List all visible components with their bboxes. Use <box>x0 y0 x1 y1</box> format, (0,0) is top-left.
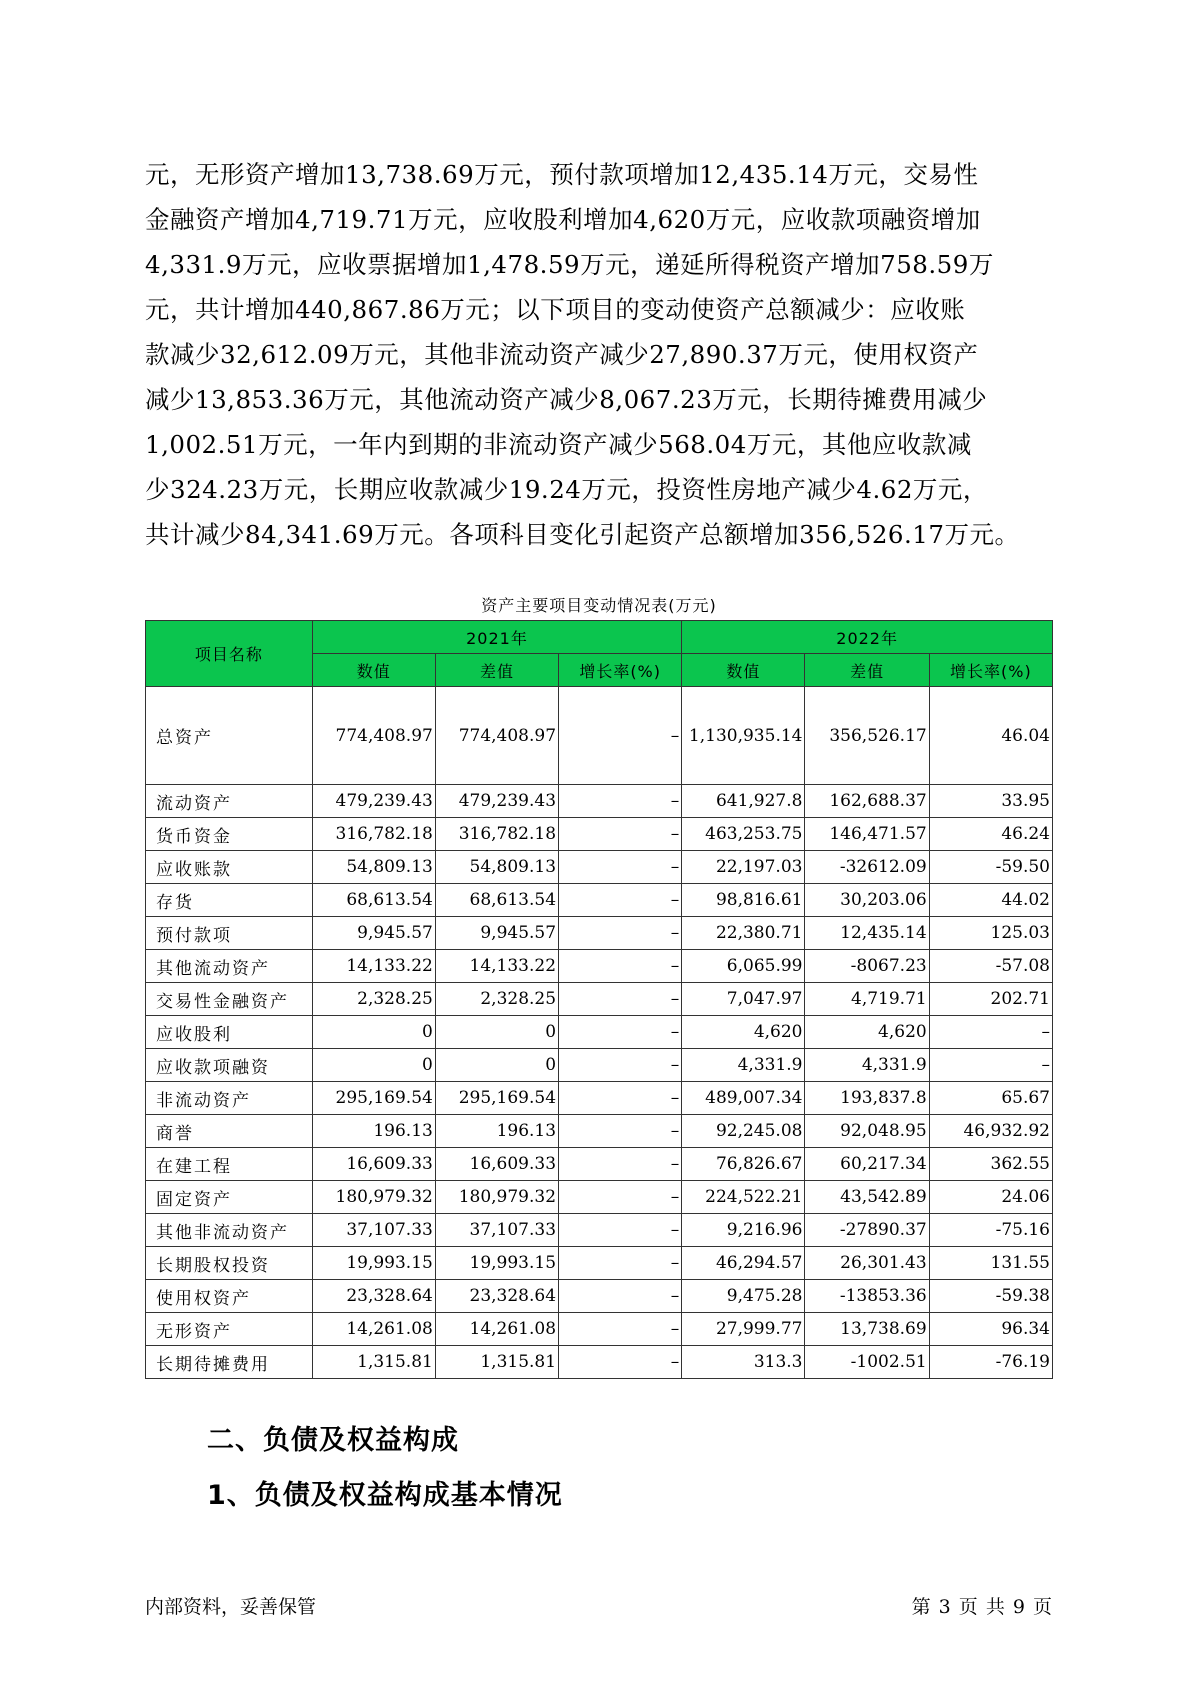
cell-growth-2022: 24.06 <box>929 1181 1052 1214</box>
cell-diff-2022: 43,542.89 <box>805 1181 929 1214</box>
row-item-name: 流动资产 <box>146 785 313 818</box>
cell-growth-2021: – <box>559 1049 682 1082</box>
cell-diff-2021: 16,609.33 <box>435 1148 558 1181</box>
cell-value-2022: 46,294.57 <box>682 1247 805 1280</box>
table-row <box>146 1247 1053 1280</box>
cell-growth-2022: -75.16 <box>929 1214 1052 1247</box>
cell-value-2022: 313.3 <box>682 1346 805 1379</box>
cell-value-2022: 224,522.21 <box>682 1181 805 1214</box>
cell-value-2022: 98,816.61 <box>682 884 805 917</box>
cell-growth-2021: – <box>559 1247 682 1280</box>
cell-diff-2021: 2,328.25 <box>435 983 558 1016</box>
table-row <box>146 884 1053 917</box>
header-value-2021: 数值 <box>312 654 435 687</box>
header-growth-2021: 增长率(%) <box>559 654 682 687</box>
row-item-name: 存货 <box>146 884 313 917</box>
cell-growth-2022: 131.55 <box>929 1247 1052 1280</box>
table-row <box>146 687 1053 785</box>
cell-growth-2022: 125.03 <box>929 917 1052 950</box>
cell-value-2022: 4,331.9 <box>682 1049 805 1082</box>
cell-value-2022: 9,475.28 <box>682 1280 805 1313</box>
cell-value-2022: 463,253.75 <box>682 818 805 851</box>
table-row <box>146 1082 1053 1115</box>
table-row <box>146 1181 1053 1214</box>
cell-diff-2022: -32612.09 <box>805 851 929 884</box>
cell-diff-2021: 196.13 <box>435 1115 558 1148</box>
cell-diff-2022: 26,301.43 <box>805 1247 929 1280</box>
cell-diff-2021: 479,239.43 <box>435 785 558 818</box>
cell-value-2021: 9,945.57 <box>312 917 435 950</box>
table-row <box>146 1346 1053 1379</box>
cell-value-2021: 0 <box>312 1049 435 1082</box>
cell-growth-2022: 202.71 <box>929 983 1052 1016</box>
cell-growth-2022: – <box>929 1016 1052 1049</box>
cell-growth-2022: 96.34 <box>929 1313 1052 1346</box>
table-row <box>146 785 1053 818</box>
cell-growth-2022: 65.67 <box>929 1082 1052 1115</box>
row-item-name: 总资产 <box>146 687 313 785</box>
cell-growth-2021: – <box>559 1313 682 1346</box>
cell-diff-2022: 356,526.17 <box>805 687 929 785</box>
row-item-name: 交易性金融资产 <box>146 983 313 1016</box>
paragraph-line: 金融资产增加4,719.71万元，应收股利增加4,620万元，应收款项融资增加 <box>145 205 981 234</box>
cell-diff-2021: 14,133.22 <box>435 950 558 983</box>
table-row <box>146 950 1053 983</box>
row-item-name: 无形资产 <box>146 1313 313 1346</box>
cell-diff-2021: 68,613.54 <box>435 884 558 917</box>
cell-value-2021: 0 <box>312 1016 435 1049</box>
paragraph-line: 共计减少84,341.69万元。各项科目变化引起资产总额增加356,526.17万元。 <box>145 520 1020 549</box>
cell-growth-2022: -59.38 <box>929 1280 1052 1313</box>
cell-value-2022: 6,065.99 <box>682 950 805 983</box>
cell-value-2022: 4,620 <box>682 1016 805 1049</box>
paragraph-line: 减少13,853.36万元，其他流动资产减少8,067.23万元，长期待摊费用减少 <box>145 385 988 414</box>
cell-diff-2022: 146,471.57 <box>805 818 929 851</box>
analysis-paragraph <box>145 152 1053 557</box>
cell-growth-2022: -76.19 <box>929 1346 1052 1379</box>
cell-diff-2021: 0 <box>435 1049 558 1082</box>
cell-diff-2022: 92,048.95 <box>805 1115 929 1148</box>
cell-diff-2022: 162,688.37 <box>805 785 929 818</box>
table-row <box>146 1115 1053 1148</box>
header-year-2021: 2021年 <box>312 621 682 654</box>
cell-value-2022: 489,007.34 <box>682 1082 805 1115</box>
asset-change-table <box>145 620 1053 1379</box>
cell-diff-2021: 316,782.18 <box>435 818 558 851</box>
cell-value-2021: 16,609.33 <box>312 1148 435 1181</box>
cell-growth-2021: – <box>559 785 682 818</box>
cell-growth-2022: -57.08 <box>929 950 1052 983</box>
cell-diff-2022: -1002.51 <box>805 1346 929 1379</box>
cell-diff-2021: 0 <box>435 1016 558 1049</box>
section-heading: 二、负债及权益构成 <box>207 1425 459 1456</box>
cell-value-2021: 37,107.33 <box>312 1214 435 1247</box>
cell-diff-2022: 13,738.69 <box>805 1313 929 1346</box>
cell-diff-2021: 1,315.81 <box>435 1346 558 1379</box>
cell-growth-2021: – <box>559 1082 682 1115</box>
cell-value-2022: 1,130,935.14 <box>682 687 805 785</box>
cell-growth-2022: 33.95 <box>929 785 1052 818</box>
row-item-name: 应收账款 <box>146 851 313 884</box>
cell-growth-2021: – <box>559 818 682 851</box>
cell-growth-2022: – <box>929 1049 1052 1082</box>
cell-growth-2021: – <box>559 917 682 950</box>
cell-diff-2021: 14,261.08 <box>435 1313 558 1346</box>
row-item-name: 其他非流动资产 <box>146 1214 313 1247</box>
cell-diff-2021: 180,979.32 <box>435 1181 558 1214</box>
cell-value-2022: 641,927.8 <box>682 785 805 818</box>
row-item-name: 应收股利 <box>146 1016 313 1049</box>
cell-value-2022: 9,216.96 <box>682 1214 805 1247</box>
table-row <box>146 1016 1053 1049</box>
cell-growth-2021: – <box>559 1214 682 1247</box>
cell-diff-2021: 54,809.13 <box>435 851 558 884</box>
table-row <box>146 818 1053 851</box>
table-body <box>146 687 1053 1379</box>
row-item-name: 其他流动资产 <box>146 950 313 983</box>
cell-diff-2021: 37,107.33 <box>435 1214 558 1247</box>
cell-value-2022: 27,999.77 <box>682 1313 805 1346</box>
header-diff-2021: 差值 <box>435 654 558 687</box>
header-year-2022: 2022年 <box>682 621 1053 654</box>
row-item-name: 货币资金 <box>146 818 313 851</box>
row-item-name: 预付款项 <box>146 917 313 950</box>
cell-growth-2021: – <box>559 1346 682 1379</box>
cell-growth-2021: – <box>559 1181 682 1214</box>
paragraph-line: 4,331.9万元，应收票据增加1,478.59万元，递延所得税资产增加758.59万 <box>145 250 994 279</box>
cell-diff-2022: 30,203.06 <box>805 884 929 917</box>
cell-growth-2021: – <box>559 1016 682 1049</box>
cell-growth-2021: – <box>559 950 682 983</box>
cell-value-2022: 7,047.97 <box>682 983 805 1016</box>
cell-value-2021: 2,328.25 <box>312 983 435 1016</box>
cell-diff-2021: 295,169.54 <box>435 1082 558 1115</box>
subsection-heading: 1、负债及权益构成基本情况 <box>207 1480 563 1511</box>
cell-diff-2022: 60,217.34 <box>805 1148 929 1181</box>
paragraph-line: 少324.23万元，长期应收款减少19.24万元，投资性房地产减少4.62万元， <box>145 475 988 504</box>
cell-growth-2021: – <box>559 1115 682 1148</box>
cell-growth-2021: – <box>559 851 682 884</box>
cell-growth-2021: – <box>559 884 682 917</box>
cell-value-2021: 1,315.81 <box>312 1346 435 1379</box>
cell-value-2021: 14,133.22 <box>312 950 435 983</box>
cell-diff-2021: 774,408.97 <box>435 687 558 785</box>
cell-value-2021: 180,979.32 <box>312 1181 435 1214</box>
cell-diff-2022: -8067.23 <box>805 950 929 983</box>
cell-diff-2022: 12,435.14 <box>805 917 929 950</box>
cell-growth-2021: – <box>559 1148 682 1181</box>
row-item-name: 长期待摊费用 <box>146 1346 313 1379</box>
cell-value-2021: 774,408.97 <box>312 687 435 785</box>
table-row <box>146 983 1053 1016</box>
paragraph-line: 元，共计增加440,867.86万元；以下项目的变动使资产总额减少：应收账 <box>145 295 966 324</box>
row-item-name: 长期股权投资 <box>146 1247 313 1280</box>
header-item-name: 项目名称 <box>146 621 313 687</box>
table-row <box>146 1280 1053 1313</box>
cell-value-2022: 92,245.08 <box>682 1115 805 1148</box>
cell-value-2021: 54,809.13 <box>312 851 435 884</box>
cell-value-2021: 316,782.18 <box>312 818 435 851</box>
cell-value-2021: 295,169.54 <box>312 1082 435 1115</box>
cell-value-2022: 22,380.71 <box>682 917 805 950</box>
row-item-name: 商誉 <box>146 1115 313 1148</box>
cell-growth-2022: 46.04 <box>929 687 1052 785</box>
cell-value-2021: 68,613.54 <box>312 884 435 917</box>
cell-growth-2021: – <box>559 983 682 1016</box>
cell-growth-2021: – <box>559 687 682 785</box>
cell-value-2021: 14,261.08 <box>312 1313 435 1346</box>
table-row <box>146 1214 1053 1247</box>
cell-value-2021: 19,993.15 <box>312 1247 435 1280</box>
cell-diff-2021: 19,993.15 <box>435 1247 558 1280</box>
table-row <box>146 851 1053 884</box>
cell-growth-2022: 46.24 <box>929 818 1052 851</box>
row-item-name: 固定资产 <box>146 1181 313 1214</box>
cell-diff-2022: -27890.37 <box>805 1214 929 1247</box>
header-value-2022: 数值 <box>682 654 805 687</box>
cell-growth-2022: -59.50 <box>929 851 1052 884</box>
cell-value-2022: 22,197.03 <box>682 851 805 884</box>
cell-diff-2022: 193,837.8 <box>805 1082 929 1115</box>
table-row <box>146 917 1053 950</box>
cell-growth-2022: 362.55 <box>929 1148 1052 1181</box>
cell-value-2021: 479,239.43 <box>312 785 435 818</box>
table-caption: 资产主要项目变动情况表(万元) <box>481 596 717 615</box>
cell-growth-2021: – <box>559 1280 682 1313</box>
cell-diff-2022: 4,719.71 <box>805 983 929 1016</box>
cell-diff-2022: 4,331.9 <box>805 1049 929 1082</box>
footer-confidential-note: 内部资料，妥善保管 <box>145 1596 317 1618</box>
header-diff-2022: 差值 <box>805 654 929 687</box>
table-row <box>146 1148 1053 1181</box>
paragraph-line: 款减少32,612.09万元，其他非流动资产减少27,890.37万元，使用权资产 <box>145 340 979 369</box>
header-growth-2022: 增长率(%) <box>929 654 1052 687</box>
cell-value-2022: 76,826.67 <box>682 1148 805 1181</box>
row-item-name: 非流动资产 <box>146 1082 313 1115</box>
cell-diff-2022: 4,620 <box>805 1016 929 1049</box>
cell-diff-2021: 9,945.57 <box>435 917 558 950</box>
footer-page-number: 第 3 页 共 9 页 <box>911 1596 1053 1618</box>
row-item-name: 在建工程 <box>146 1148 313 1181</box>
cell-growth-2022: 44.02 <box>929 884 1052 917</box>
cell-diff-2022: -13853.36 <box>805 1280 929 1313</box>
paragraph-line: 元，无形资产增加13,738.69万元，预付款项增加12,435.14万元，交易性 <box>145 160 979 189</box>
cell-value-2021: 196.13 <box>312 1115 435 1148</box>
cell-growth-2022: 46,932.92 <box>929 1115 1052 1148</box>
row-item-name: 应收款项融资 <box>146 1049 313 1082</box>
paragraph-line: 1,002.51万元，一年内到期的非流动资产减少568.04万元，其他应收款减 <box>145 430 972 459</box>
row-item-name: 使用权资产 <box>146 1280 313 1313</box>
cell-diff-2021: 23,328.64 <box>435 1280 558 1313</box>
table-row <box>146 1313 1053 1346</box>
table-row <box>146 1049 1053 1082</box>
cell-value-2021: 23,328.64 <box>312 1280 435 1313</box>
